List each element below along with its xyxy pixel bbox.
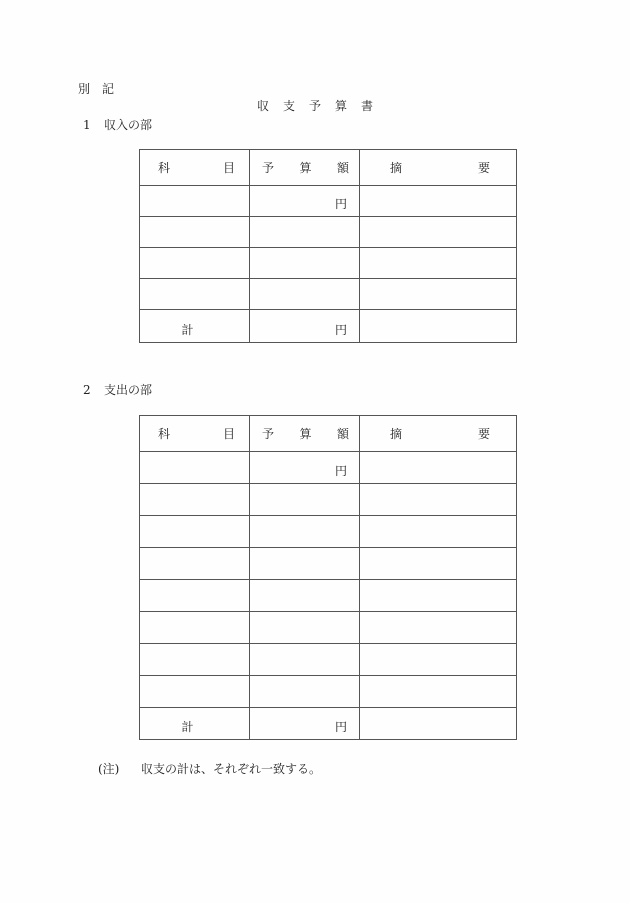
header-summary: 摘 要: [360, 416, 517, 452]
amount-cell[interactable]: 円: [250, 452, 360, 484]
summary-cell[interactable]: [360, 676, 517, 708]
income-section-heading: 収入の部: [104, 118, 153, 132]
summary-cell[interactable]: [360, 186, 517, 217]
table-row: [140, 217, 517, 248]
income-budget-table: [139, 149, 517, 343]
table-row: [140, 580, 517, 612]
table-row: [140, 612, 517, 644]
amount-cell[interactable]: [250, 676, 360, 708]
summary-cell[interactable]: [360, 548, 517, 580]
item-cell[interactable]: [140, 644, 250, 676]
summary-cell[interactable]: [360, 279, 517, 310]
summary-cell[interactable]: [360, 580, 517, 612]
item-cell[interactable]: [140, 612, 250, 644]
total-row: [140, 708, 517, 740]
item-cell[interactable]: [140, 548, 250, 580]
header-item: 科 目: [140, 416, 250, 452]
table-row: [140, 186, 517, 217]
total-row: [140, 310, 517, 343]
expense-budget-table: [139, 415, 517, 740]
table-row: [140, 279, 517, 310]
amount-cell[interactable]: [250, 279, 360, 310]
amount-cell[interactable]: [250, 484, 360, 516]
income-section-number: 1: [83, 118, 91, 132]
title-char: 予: [309, 99, 322, 113]
header-amount: 予 算 額: [250, 416, 360, 452]
title-char: 収: [257, 99, 270, 113]
table-header-row: [140, 150, 517, 186]
amount-cell[interactable]: [250, 248, 360, 279]
note-text: 収支の計は、それぞれ一致する。: [141, 762, 322, 776]
summary-cell[interactable]: [360, 612, 517, 644]
table-row: [140, 548, 517, 580]
expense-section-heading: 支出の部: [104, 383, 153, 397]
title-char: 支: [283, 99, 296, 113]
summary-cell[interactable]: [360, 484, 517, 516]
amount-cell[interactable]: [250, 217, 360, 248]
total-label: 計: [140, 708, 250, 740]
expense-section-number: 2: [83, 383, 91, 397]
title-char: 算: [335, 99, 348, 113]
item-cell[interactable]: [140, 186, 250, 217]
summary-cell[interactable]: [360, 217, 517, 248]
document-title: [257, 99, 387, 113]
header-item: 科 目: [140, 150, 250, 186]
table-row: [140, 452, 517, 484]
table-row: [140, 676, 517, 708]
summary-cell[interactable]: [360, 452, 517, 484]
total-summary-cell[interactable]: [360, 310, 517, 343]
item-cell[interactable]: [140, 516, 250, 548]
amount-cell[interactable]: [250, 644, 360, 676]
amount-cell[interactable]: [250, 612, 360, 644]
item-cell[interactable]: [140, 676, 250, 708]
summary-cell[interactable]: [360, 248, 517, 279]
title-char: 書: [361, 99, 374, 113]
amount-cell[interactable]: [250, 580, 360, 612]
table-row: [140, 516, 517, 548]
table-row: [140, 644, 517, 676]
total-amount-cell[interactable]: 円: [250, 310, 360, 343]
total-amount-cell[interactable]: 円: [250, 708, 360, 740]
item-cell[interactable]: [140, 279, 250, 310]
table-row: [140, 484, 517, 516]
item-cell[interactable]: [140, 484, 250, 516]
total-summary-cell[interactable]: [360, 708, 517, 740]
item-cell[interactable]: [140, 217, 250, 248]
item-cell[interactable]: [140, 452, 250, 484]
note-mark: (注): [98, 762, 120, 776]
header-amount: 予 算 額: [250, 150, 360, 186]
summary-cell[interactable]: [360, 644, 517, 676]
item-cell[interactable]: [140, 580, 250, 612]
item-cell[interactable]: [140, 248, 250, 279]
appendix-label: 別 記: [78, 82, 115, 96]
header-summary: 摘 要: [360, 150, 517, 186]
total-label: 計: [140, 310, 250, 343]
amount-cell[interactable]: [250, 548, 360, 580]
table-row: [140, 248, 517, 279]
summary-cell[interactable]: [360, 516, 517, 548]
amount-cell[interactable]: 円: [250, 186, 360, 217]
amount-cell[interactable]: [250, 516, 360, 548]
table-header-row: [140, 416, 517, 452]
